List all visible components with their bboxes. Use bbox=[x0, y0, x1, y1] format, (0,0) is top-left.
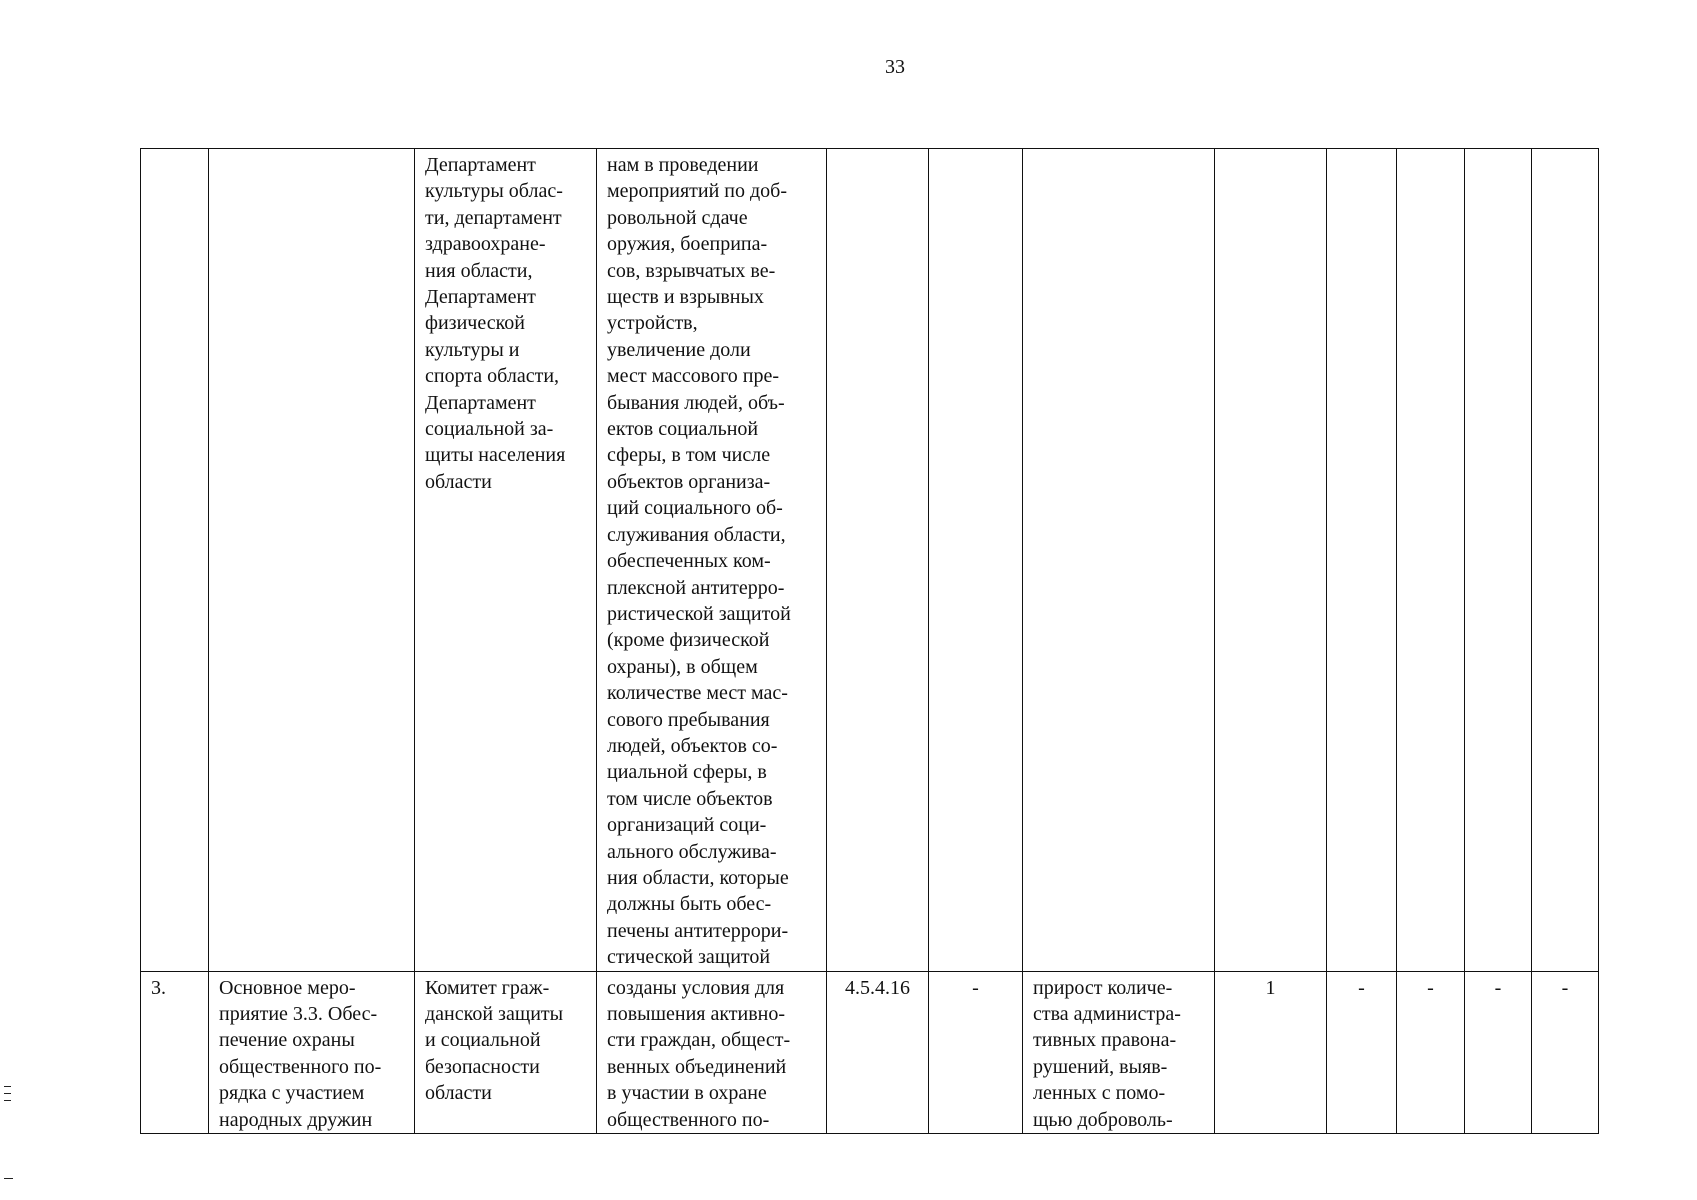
cell-indicator bbox=[1023, 971, 1215, 1133]
cell-value-1: 1 bbox=[1215, 971, 1327, 1133]
cell-value-3: - bbox=[1397, 971, 1465, 1133]
expected-result-text: созданы условия для повышения активно- сти граждан, общест- венных объединений в участии в охране общественного по- bbox=[607, 976, 791, 1131]
cell-expected-result bbox=[597, 971, 827, 1133]
scan-mark bbox=[4, 1178, 13, 1179]
measure-name-text: Основное меро- приятие 3.3. Обес- печение охраны общественного по- рядка с участием народных дружин bbox=[219, 976, 382, 1131]
cell-value-5 bbox=[1532, 149, 1599, 972]
scan-mark bbox=[4, 1086, 11, 1087]
scan-mark bbox=[4, 1093, 11, 1094]
program-measures-table bbox=[140, 148, 1599, 1134]
cell-value-5: - bbox=[1532, 971, 1599, 1133]
cell-measure-name bbox=[209, 149, 415, 972]
reference-code: 4.5.4.16 bbox=[845, 976, 910, 999]
cell-measure-name bbox=[209, 971, 415, 1133]
cell-value-4: - bbox=[1465, 971, 1532, 1133]
row-number: 3. bbox=[151, 976, 166, 999]
table-row bbox=[141, 149, 1599, 972]
expected-result-text: нам в проведении мероприятий по доб- ровольной сдаче оружия, боеприпа- сов, взрывчатых ве- ществ и взрывных устройств, увеличение доли мест массового пре- бывания людей, объ- ектов социальной сферы, в том числе объектов организа- ций социального об- служивания области, обеспеченных ком- плексной антитерро- ристической защитой (кроме физической охраны), в общем количестве мест мас- сового пребывания людей, объектов со- циальной сферы, в том числе объектов организаций соци- ального обслужива- ния области, которые должны быть обес- печены антитеррори- стической защитой bbox=[607, 154, 791, 969]
cell-col6 bbox=[929, 149, 1023, 972]
cell-responsible-executors bbox=[415, 971, 597, 1133]
page-number: 33 bbox=[885, 56, 905, 78]
cell-indicator bbox=[1023, 149, 1215, 972]
cell-value-2: - bbox=[1327, 971, 1397, 1133]
scan-mark bbox=[4, 1100, 11, 1101]
cell-value-2 bbox=[1327, 149, 1397, 972]
cell-expected-result bbox=[597, 149, 827, 972]
cell-value-1 bbox=[1215, 149, 1327, 972]
cell-col6: - bbox=[929, 971, 1023, 1133]
responsible-executors-text: Департамент культуры облас- ти, департамент здравоохране- ния области, Департамент физической культуры и спорта области, Департамент социальной за- щиты населения области bbox=[425, 154, 566, 493]
cell-value-3 bbox=[1397, 149, 1465, 972]
cell-value-4 bbox=[1465, 149, 1532, 972]
table-row bbox=[141, 971, 1599, 1133]
cell-responsible-executors bbox=[415, 149, 597, 972]
cell-reference bbox=[827, 971, 929, 1133]
responsible-executors-text: Комитет граж- данской защиты и социальной безопасности области bbox=[425, 976, 564, 1105]
indicator-text: прирост количе- ства администра- тивных правона- рушений, выяв- ленных с помо- щью доброволь- bbox=[1033, 976, 1181, 1131]
cell-number bbox=[141, 971, 209, 1133]
cell-number bbox=[141, 149, 209, 972]
cell-reference bbox=[827, 149, 929, 972]
